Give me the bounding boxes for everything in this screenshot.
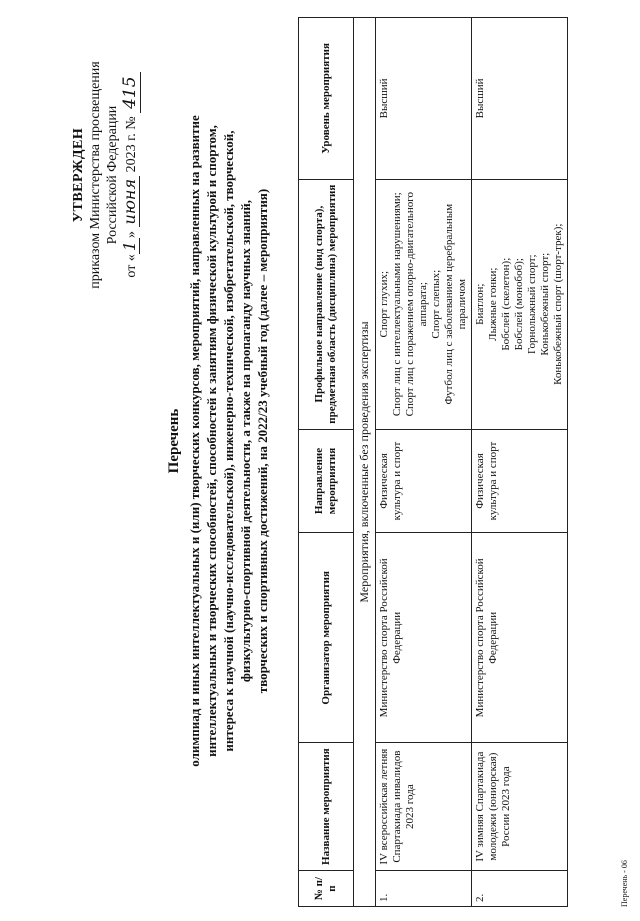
date-prefix: от «	[124, 254, 139, 278]
profile-item: Конькобежный спорт (шорт-трек);	[552, 223, 564, 385]
approval-line-1: приказом Министерства просвещения	[88, 61, 103, 289]
handwritten-day: 1	[120, 238, 140, 254]
approval-block	[70, 41, 140, 309]
handwritten-order-number: 415	[120, 72, 141, 112]
header-direction: Направление мероприятия	[299, 429, 354, 533]
event-name: IV всероссийская летняя Спартакиада инвалидов 2023 года	[376, 743, 472, 871]
heading-line-2: интеллектуальных и творческих способностей, способностей к занятиям физической культурой и спортом,	[204, 125, 219, 757]
handwritten-month: июня	[120, 176, 140, 228]
approval-date-line	[121, 41, 140, 309]
header-profile: Профильное направление (вид спорта), предметная область (дисциплина) мероприятия	[299, 179, 354, 429]
approval-title: УТВЕРЖДЕН	[71, 127, 86, 223]
event-name: IV зимняя Спартакиада молодежи (юниорская) России 2023 года	[472, 743, 568, 871]
profile-item: Футбол лиц с заболеванием церебральным параличом	[443, 203, 468, 405]
header-organizer: Организатор мероприятия	[299, 533, 354, 743]
event-organizer: Министерство спорта Российской Федерации	[376, 533, 472, 743]
document-heading	[166, 101, 271, 781]
event-level: Высший	[472, 18, 568, 180]
profile-item: Горнолыжный спорт;	[526, 254, 538, 354]
events-table	[298, 17, 568, 907]
heading-title: Перечень	[166, 408, 182, 474]
header-name: Название мероприятия	[299, 743, 354, 871]
heading-line-3: интереса к научной (научно-исследовательской), инженерно-технической, изобретательской, творческой,	[221, 130, 236, 752]
profile-item: Спорт лиц с интеллектуальными нарушениями;	[391, 192, 403, 417]
profile-item: Конькобежный спорт;	[539, 252, 551, 356]
event-direction: Физическая культура и спорт	[376, 429, 472, 533]
footer-code: Перечень - 06	[620, 860, 629, 907]
section-row	[354, 18, 376, 907]
event-direction: Физическая культура и спорт	[472, 429, 568, 533]
event-organizer: Министерство спорта Российской Федерации	[472, 533, 568, 743]
profile-item: Бобслей (скелетон);	[500, 257, 512, 351]
date-mid: »	[124, 230, 139, 238]
row-number: 2.	[472, 871, 568, 907]
header-number: № п/п	[299, 871, 354, 907]
table-row	[376, 18, 472, 907]
heading-line-4: физкультурно-спортивной деятельности, а также на пропаганду научных знаний,	[238, 199, 253, 683]
year-text: 2023 г. №	[124, 116, 139, 173]
event-profile	[376, 179, 472, 429]
row-number: 1.	[376, 871, 472, 907]
table-row	[472, 18, 568, 907]
profile-item: Спорт глухих;	[378, 270, 390, 338]
heading-line-5: творческих и спортивных достижений, на 2022/23 учебный год (далее – мероприятия)	[255, 188, 270, 694]
event-profile	[472, 179, 568, 429]
heading-line-1: олимпиад и иных интеллектуальных и (или) творческих конкурсов, мероприятий, направленных на развитие	[187, 115, 202, 767]
profile-item: Лыжные гонки;	[487, 267, 499, 341]
table-header-row	[299, 18, 354, 907]
event-level: Высший	[376, 18, 472, 180]
header-level: Уровень мероприятия	[299, 18, 354, 180]
profile-item: Спорт слепых;	[430, 269, 442, 339]
profile-item: Бобслей (монобоб);	[513, 258, 525, 351]
profile-item: Биатлон;	[474, 283, 486, 325]
section-title: Мероприятия, включенные без проведения экспертизы	[354, 18, 376, 907]
profile-item: Спорт лиц с поражением опорно-двигательного аппарата;	[404, 192, 429, 417]
approval-line-2: Российской Федерации	[105, 105, 120, 245]
